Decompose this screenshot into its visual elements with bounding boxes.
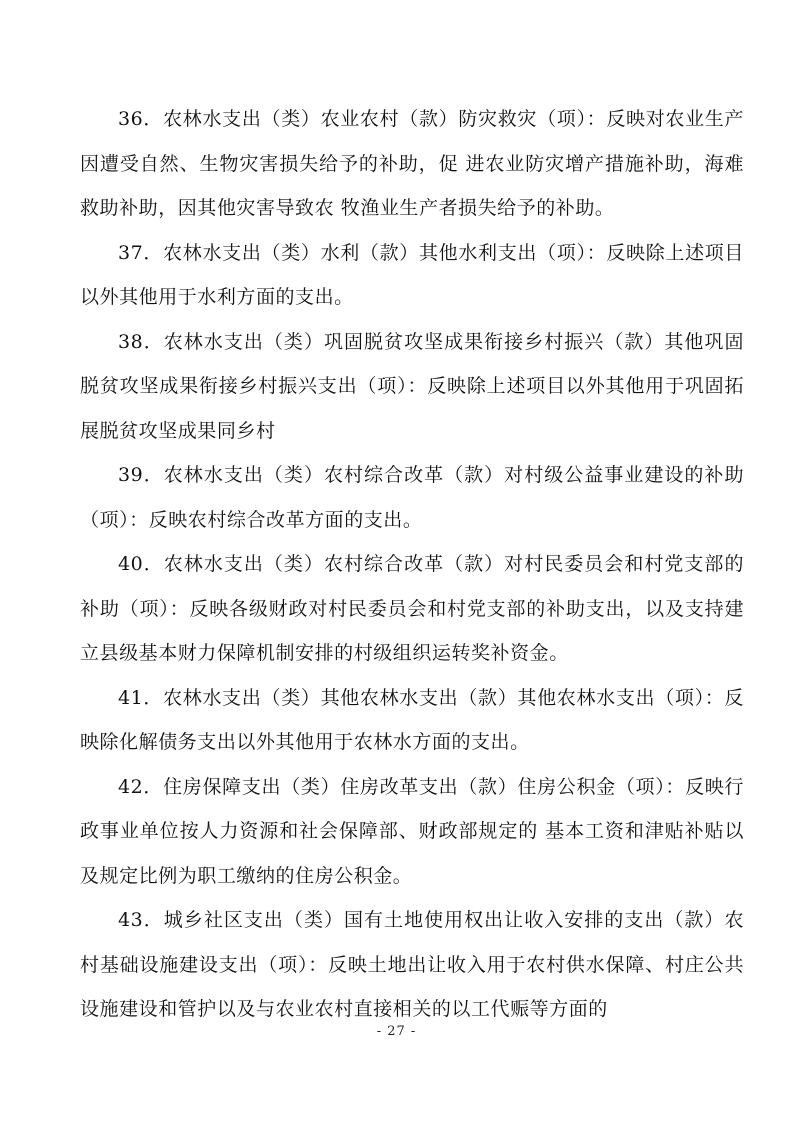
paragraph-40: 40．农林水支出（类）农村综合改革（款）对村民委员会和村党支部的补助（项）：反映各级财政对村民委员会和村党支部的补助支出，以及支持建立县级基本财力保障机制安排的村级组织运转奖补资金。: [80, 553, 744, 664]
page-number: - 27 -: [376, 1024, 417, 1039]
paragraph-42: 42．住房保障支出（类）住房改革支出（款）住房公积金（项）：反映行政事业单位按人力资源和社会保障部、财政部规定的 基本工资和津贴补贴以及规定比例为职工缴纳的住房公积金。: [80, 775, 744, 887]
paragraph-39: 39．农林水支出（类）农村综合改革（款）对村级公益事业建设的补助（项）：反映农村综合改革方面的支出。: [80, 464, 744, 531]
paragraph-38: 38．农林水支出（类）巩固脱贫攻坚成果衔接乡村振兴（款）其他巩固脱贫攻坚成果衔接乡村振兴支出（项）：反映除上述项目以外其他用于巩固拓展脱贫攻坚成果同乡村: [80, 330, 744, 442]
paragraph-41: 41．农林水支出（类）其他农林水支出（款）其他农林水支出（项）：反映除化解债务支出以外其他用于农林水方面的支出。: [80, 686, 744, 753]
paragraph-37: 37．农林水支出（类）水利（款）其他水利支出（项）：反映除上述项目以外其他用于水利方面的支出。: [80, 241, 744, 308]
paragraph-43: 43．城乡社区支出（类）国有土地使用权出让收入安排的支出（款）农村基础设施建设支出（项）：反映土地出让收入用于农村供水保障、村庄公共设施建设和管护以及与农业农村直接相关的以工代赈等方面的: [80, 909, 744, 1020]
body-text: [80, 97, 744, 1032]
paragraph-36: 36．农林水支出（类）农业农村（款）防灾救灾（项）：反映对农业生产因遭受自然、生物灾害损失给予的补助，促 进农业防灾增产措施补助，海难救助补助，因其他灾害导致农 牧渔业生产者损失给予的补助。: [80, 108, 744, 219]
